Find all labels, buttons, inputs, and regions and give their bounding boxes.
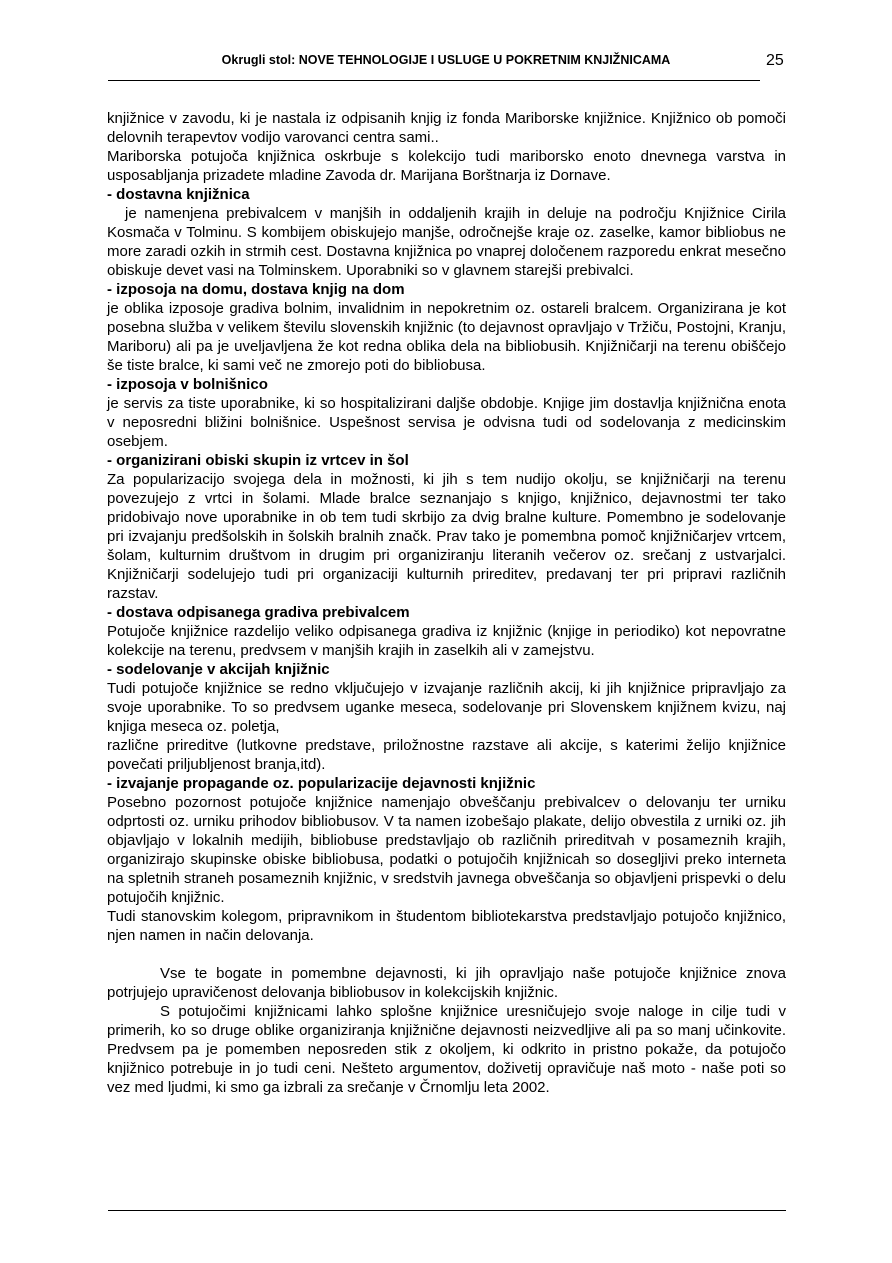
section-heading	[107, 660, 786, 679]
paragraph: različne prireditve (lutkovne predstave, priložnostne razstave ali akcije, s katerimi želijo knjižnice povečati priljubljenost branja,itd).	[107, 737, 786, 773]
page-number: 25	[766, 52, 784, 69]
paragraph: Tudi stanovskim kolegom, pripravnikom in študentom bibliotekarstva predstavljajo potujočo knjižnico, njen namen in način delovanja.	[107, 908, 786, 944]
bullet-dash: -	[107, 376, 117, 393]
header-title: Okrugli stol: NOVE TEHNOLOGIJE I USLUGE U POKRETNIM KNJIŽNICAMA	[221, 53, 671, 67]
section-heading	[107, 280, 786, 299]
heading-text: dostavna knjižnica	[116, 186, 250, 203]
heading-text: dostava odpisanega gradiva prebivalcem	[116, 604, 410, 621]
paragraph: Posebno pozornost potujoče knjižnice namenjajo obveščanju prebivalcev o delovanju ter urniku odprtosti oz. urniku prihodov bibliobusov. V ta namen izobešajo plakate, delijo obvestila z urniki oz. jih objavljajo v lokalnih medijih, bibliobuse predstavljajo ob različnih prireditvah v posameznih krajih, organizirajo skupinske obiske bibliobusa, podatki o potujočih knjižnicah so dosegljivi preko interneta na spletnih straneh posameznih knjižnic, v sredstvih javnega obveščanja so objavljeni prispevki o delu potujočih knjižnic.	[107, 794, 786, 906]
paragraph: je oblika izposoje gradiva bolnim, invalidnim in nepokretnim oz. ostareli bralcem. Organizirana je kot posebna služba v velikem številu slovenskih knjižnic (to dejavnost opravljajo v Tržiču, Postojni, Kranju, Mariboru) ali pa je uveljavljena že kot redna oblika dela na bibliobusih. Knjižničarji na terenu obiščejo še tiste bralce, ki sami več ne zmorejo poti do bibliobusa.	[107, 300, 786, 374]
paragraph: Tudi potujoče knjižnice se redno vključujejo v izvajanje različnih akcij, ki jih knjižnice pripravljajo za svoje uporabnike. To so predvsem uganke meseca, sodelovanje pri Slovenskem knjižnem kvizu, naj knjiga meseca oz. poletja,	[107, 680, 786, 735]
section-heading	[107, 774, 786, 793]
section-heading	[107, 375, 786, 394]
paragraph: S potujočimi knjižnicami lahko splošne knjižnice uresničujejo svoje naloge in cilje tudi v primerih, ko so druge oblike organiziranja knjižnične dejavnosti neizvedljive ali pa so manj učinkovite. Predvsem pa je pomemben neposreden stik z okoljem, ki odkrito in pristno pokaže, da potujočo knjižnico potrebuje in jo tudi ceni. Nešteto argumentov, doživetij opravičuje naš moto - naše poti so vez med ljudmi, ki smo ga izbrali za srečanje v Črnomlju leta 2002.	[107, 1003, 786, 1096]
bullet-dash: -	[107, 775, 117, 792]
bullet-dash: -	[107, 281, 117, 298]
heading-text: izvajanje propagande oz. popularizacije dejavnosti knjižnic	[116, 775, 536, 792]
heading-text: organizirani obiski skupin iz vrtcev in šol	[116, 452, 409, 469]
page-body	[107, 109, 786, 1097]
paragraph: Potujoče knjižnice razdelijo veliko odpisanega gradiva iz knjižnic (knjige in periodiko) kot nepovratne kolekcije na terenu, predvsem v manjših krajih in zaselkih ali v zamejstvu.	[107, 623, 786, 659]
heading-text: sodelovanje v akcijah knjižnic	[116, 661, 330, 678]
header-divider	[108, 80, 760, 81]
section-heading	[107, 603, 786, 622]
heading-text: izposoja na domu, dostava knjig na dom	[116, 281, 405, 298]
bullet-dash: -	[107, 604, 117, 621]
paragraph: knjižnice v zavodu, ki je nastala iz odpisanih knjig iz fonda Mariborske knjižnice. Knjižnico ob pomoči delovnih terapevtov vodijo varovanci centra sami..	[107, 110, 786, 146]
paragraph: Za popularizacijo svojega dela in možnosti, ki jih s tem nudijo okolju, se knjižničarji na terenu povezujejo z vrtci in šolami. Mlade bralce seznanjajo s knjigo, knjižnico, dejavnostmi ter tako pridobivajo nove uporabnike in ob tem tudi skrbijo za dvig bralne kulture. Pomembno je sodelovanje pri izvajanju predšolskih in šolskih bralnih značk. Prav tako je pomembna pomoč knjižničarjev vrtcem, šolam, kulturnim društvom in drugim pri organiziranju literanih večerov oz. srečanj z ustvarjalci. Knjižničarji sodelujejo tudi pri organizaciji kulturnih prireditev, predavanj ter pri pripravi različnih razstav.	[107, 471, 786, 602]
paragraph: je servis za tiste uporabnike, ki so hospitalizirani daljše obdobje. Knjige jim dostavlja knjižnična enota v neposredni bližini bolnišnice. Uspešnost servisa je odvisna tudi od sodelovanja z medicinskim osebjem.	[107, 395, 786, 450]
section-heading	[107, 451, 786, 470]
paragraph: Vse te bogate in pomembne dejavnosti, ki jih opravljajo naše potujoče knjižnice znova potrjujejo upravičenost delovanja bibliobusov in kolekcijskih knjižnic.	[107, 965, 786, 1001]
paragraph: je namenjena prebivalcem v manjših in oddaljenih krajih in deluje na področju Knjižnice Cirila Kosmača v Tolminu. S kombijem obiskujejo manjše, odročnejše kraje oz. zaselke, kamor bibliobus ne more zaradi ozkih in strmih cest. Dostavna knjižnica po vnaprej določenem razporedu enkrat mesečno obiskuje devet vasi na Tolminskem. Uporabniki so v glavnem starejši prebivalci.	[107, 205, 786, 279]
paragraph: Mariborska potujoča knjižnica oskrbuje s kolekcijo tudi mariborsko enoto dnevnega varstva in usposabljanja prizadete mladine Zavoda dr. Marijana Borštnarja iz Dornave.	[107, 148, 786, 184]
bullet-dash: -	[107, 186, 117, 203]
heading-text: izposoja v bolnišnico	[116, 376, 268, 393]
section-heading	[107, 185, 786, 204]
bullet-dash: -	[107, 452, 117, 469]
blank-line	[107, 945, 786, 964]
footer-divider	[108, 1210, 786, 1211]
bullet-dash: -	[107, 661, 117, 678]
